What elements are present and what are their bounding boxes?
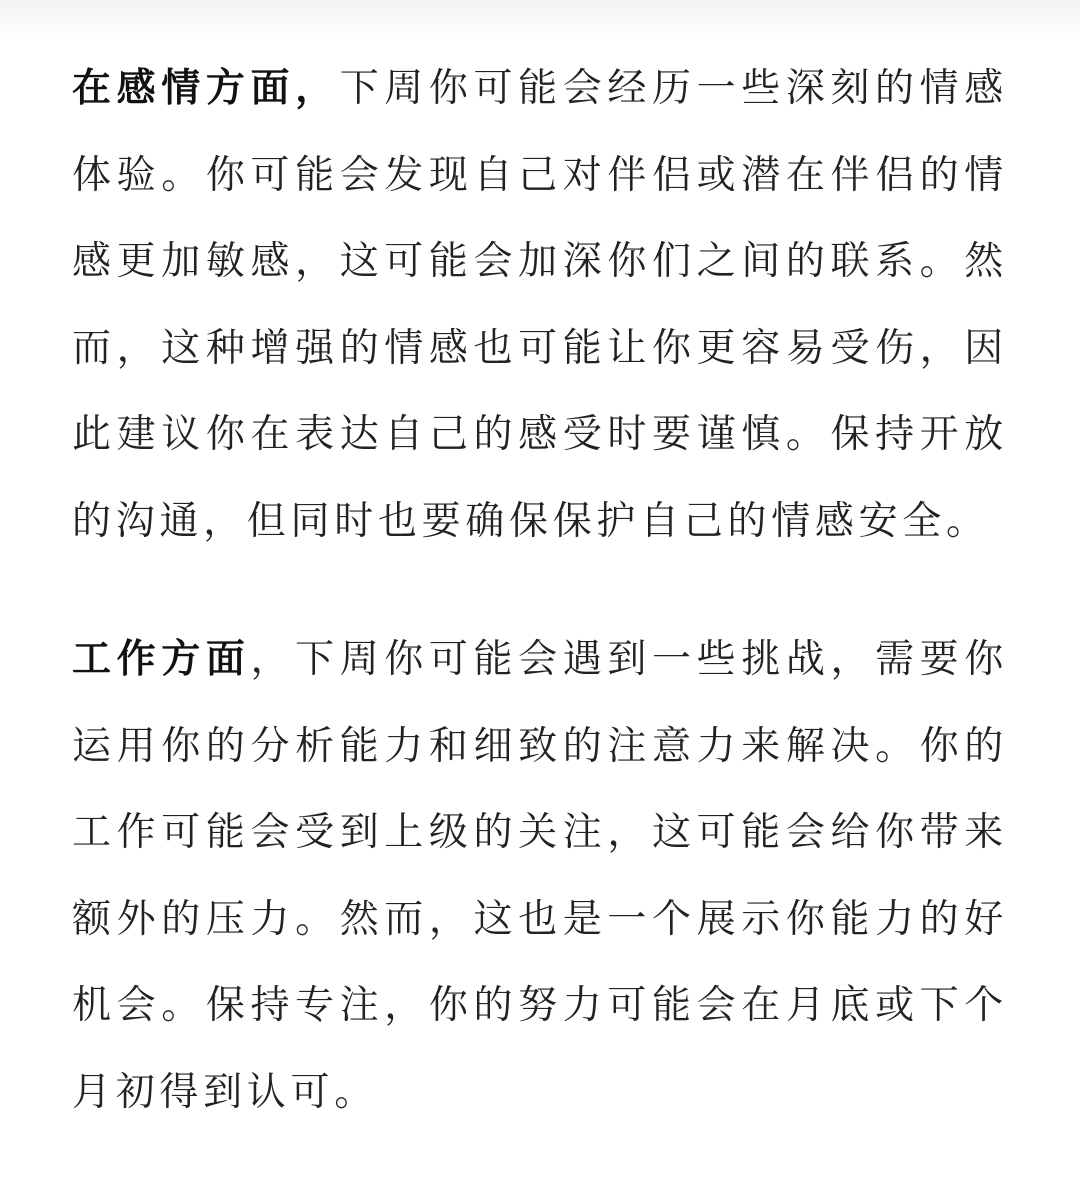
horoscope-article xyxy=(72,46,1008,1136)
love-paragraph xyxy=(72,46,1008,565)
work-paragraph xyxy=(72,617,1008,1136)
love-body: 下周你可能会经历一些深刻的情感体验。你可能会发现自己对伴侣或潜在伴侣的情感更加敏感，这可能会加深你们之间的联系。然而，这种增强的情感也可能让你更容易受伤，因此建议你在表达自己的感受时要谨慎。保持开放的沟通，但同时也要确保保护自己的情感安全。 xyxy=(72,66,1008,544)
top-fade-shadow xyxy=(0,0,1080,40)
love-heading: 在感情方面， xyxy=(72,66,340,111)
work-heading: 工作方面 xyxy=(72,637,251,682)
work-body: ，下周你可能会遇到一些挑战，需要你运用你的分析能力和细致的注意力来解决。你的工作可能会受到上级的关注，这可能会给你带来额外的压力。然而，这也是一个展示你能力的好机会。保持专注，你的努力可能会在月底或下个月初得到认可。 xyxy=(72,637,1008,1115)
